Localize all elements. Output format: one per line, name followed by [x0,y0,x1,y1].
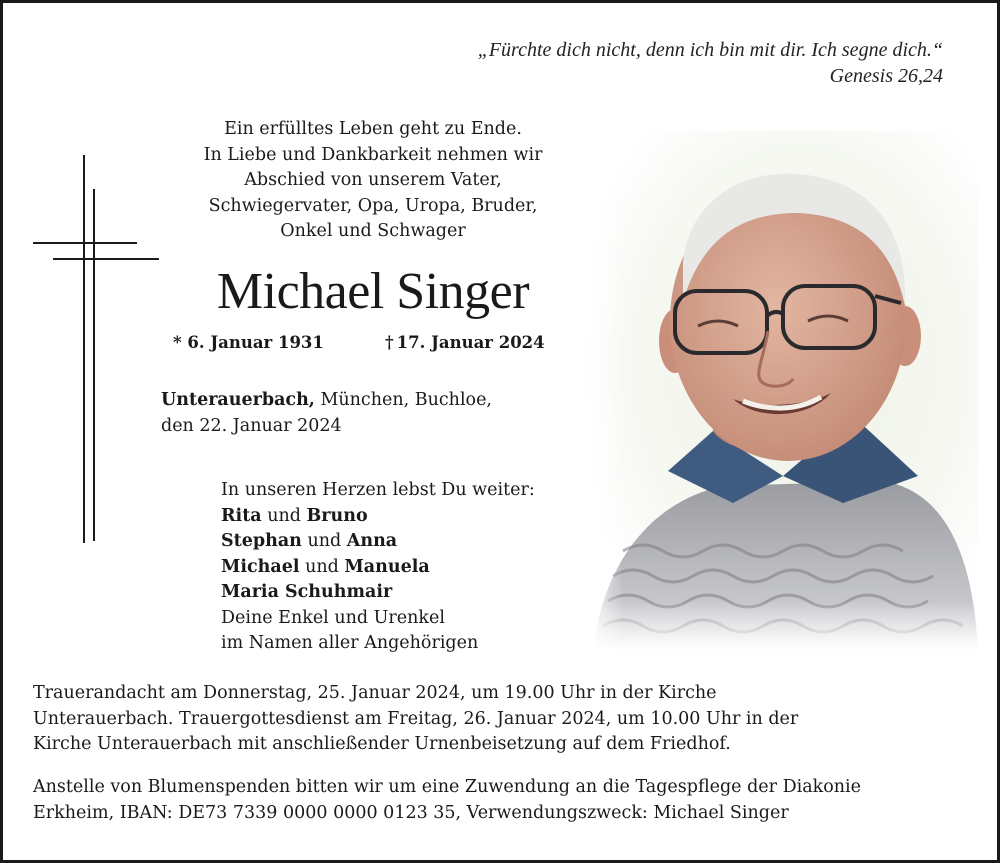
list-item [221,555,535,581]
service-line: Kirche Unterauerbach mit anschließender Urnenbeisetzung auf dem Friedhof. [33,734,731,754]
quote-source: Genesis 26,24 [829,65,943,87]
mourner-name: Bruno [306,505,368,526]
mourner-joiner: und [261,505,307,526]
main-place: Unterauerbach, [161,390,315,410]
mourner-joiner: und [301,531,347,551]
mourner-name: Anna [346,531,398,551]
mourner-name: Rita [221,505,262,526]
quote-text: „Fürchte dich nicht, denn ich bin mit dir. Ich segne dich.“ [477,39,943,61]
dagger-icon: † [385,333,394,352]
intro-line: Abschied von unserem Vater, [244,170,502,190]
mourner-name: Manuela [344,556,430,577]
mourner-joiner: und [299,556,345,577]
cross-icon [31,153,163,545]
list-item [221,580,535,606]
deceased-name: Michael Singer [216,263,530,320]
donation-line: Anstelle von Blumenspenden bitten wir um eine Zuwendung an die Tagespflege der Diakonie [33,777,862,797]
relatives-line: im Namen aller Angehörigen [221,633,479,653]
mourner-name: Maria Schuhmair [221,582,393,602]
places-line [161,388,492,414]
intro-text [163,117,583,245]
mourner-name: Stephan [221,531,302,551]
intro-line: Ein erfülltes Leben geht zu Ende. [224,119,522,139]
portrait-photo [583,131,978,651]
places-block [161,388,492,439]
list-item [221,504,535,530]
intro-line: In Liebe und Dankbarkeit nehmen wir [203,144,543,165]
donation-line: Erkheim, IBAN: DE73 7339 0000 0000 0123 35, Verwendungszweck: Michael Singer [33,802,789,823]
death-date-line [385,331,545,355]
death-date: 17. Januar 2024 [396,333,545,352]
notice-date: den 22. Januar 2024 [161,415,342,436]
bible-quote [478,37,943,89]
grandchildren-line: Deine Enkel und Urenkel [221,607,445,628]
mourner-name: Michael [221,556,300,577]
donation-info [33,775,963,826]
intro-line: Schwiegervater, Opa, Uropa, Bruder, [208,195,538,216]
intro-line: Onkel und Schwager [280,221,466,241]
mourners-intro: In unseren Herzen lebst Du weiter: [221,480,535,500]
service-info [33,681,963,758]
birth-date: * 6. Januar 1931 [173,333,324,352]
other-places: München, Buchloe, [314,390,492,410]
service-line: Unterauerbach. Trauergottesdienst am Freitag, 26. Januar 2024, um 10.00 Uhr in der [33,708,799,729]
list-item [221,529,535,555]
service-line: Trauerandacht am Donnerstag, 25. Januar 2024, um 19.00 Uhr in der Kirche [33,683,717,703]
mourners-list [221,478,535,657]
